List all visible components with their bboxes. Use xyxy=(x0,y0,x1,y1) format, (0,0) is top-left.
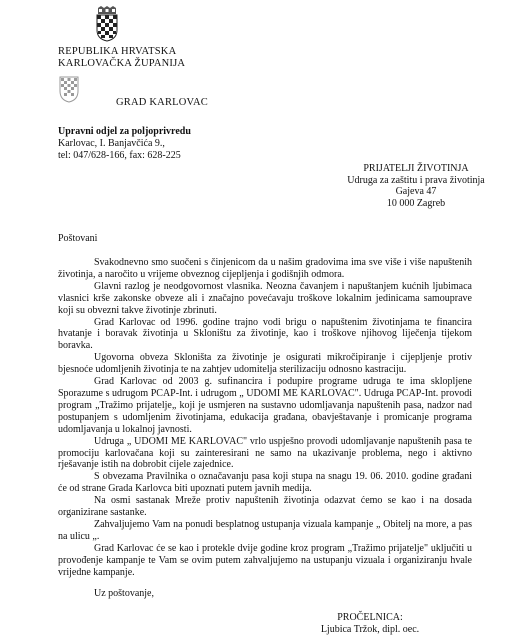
city-name: GRAD KARLOVAC xyxy=(116,97,208,108)
signature-title: PROČELNICA: xyxy=(337,612,403,623)
paragraph: Grad Karlovac od 2003 g. sufinancira i podupire programe udruga te ima sklopljene Sporazume s udrugom PCAP-Int. i udrugom „ UDOMI ME KARLOVAC". Udruga PCAP-Int. provodi program „Tražimo prijatelje„ koji je usmjeren na sustavno udomljavanja napuštenih pasa, nadzor nad postupanjem s udomljenim životinjama, edukacija građana, obavještavanje i promicanje programa udomljavanja u lokalnoj javnosti. xyxy=(58,376,472,435)
recipient-org: Udruga za zaštitu i prava životinja xyxy=(347,174,485,186)
paragraph: Svakodnevno smo suočeni s činjenicom da u našim gradovima ima sve više i više napuštenih životinja, a naročito u vrijeme obveznog cijepljenja i godišnjih odmora. xyxy=(58,257,472,280)
recipient-street: Gajeva 47 xyxy=(395,186,437,198)
signature-name: Ljubica Tržok, dipl. oec. xyxy=(320,623,420,635)
country-name: REPUBLIKA HRVATSKA xyxy=(58,46,177,57)
sender-phone-fax: tel: 047/628-166, fax: 628-225 xyxy=(58,149,181,161)
sender-department: Upravni odjel za poljoprivredu xyxy=(58,126,191,137)
paragraph: Grad Karlovac od 1996. godine trajno vodi brigu o napuštenim životinjama te financira hvatanje i boravak životinja u Skloništu za životinje, kao i troškove njihovog liječenja tijekom boravka. xyxy=(58,316,472,352)
paragraph: Ugovorna obveza Skloništa za životinje je osigurati mikročipiranje i cijepljenje protiv bjesnoće udomljenih životinja te na zahtjev udomitelja sterilizaciju odnosno kastraciju. xyxy=(58,352,472,376)
city-coat-of-arms-icon xyxy=(59,75,79,103)
signature-block xyxy=(300,612,440,636)
sender-address: Karlovac, I. Banjavčića 9., xyxy=(58,137,165,149)
croatian-coat-of-arms-icon xyxy=(96,6,118,42)
paragraph: Na osmi sastanak Mreže protiv napuštenih životinja odazvat ćemo se kao i na dosada organizirane sastanke. xyxy=(58,495,472,519)
paragraph: Udruga „ UDOMI ME KARLOVAC" vrlo uspješno provodi udomljavanje napuštenih pasa te promociju karlovačana koji su zainteresirani ne samo na ukazivanje problema, nego i aktivno rješavanje istih na dobrobit cijele zajednice. xyxy=(58,435,472,471)
recipient-name: PRIJATELJI ŽIVOTINJA xyxy=(363,163,469,174)
paragraph: Glavni razlog je neodgovornost vlasnika. Neozna čavanjem i napuštanjem kućnih ljubimaca vlasnici krše zakonske obveze ali i značajno povećavaju troškove lokalnim jedinicama samouprave koji su obvezni takve životinje zbrinuti. xyxy=(58,280,472,316)
recipient-block xyxy=(336,163,496,209)
letter-body xyxy=(58,257,472,578)
sender-block xyxy=(58,126,318,162)
closing: Uz poštovanje, xyxy=(94,588,154,599)
letterhead xyxy=(58,46,185,70)
salutation: Poštovani xyxy=(58,233,98,244)
county-name: KARLOVAČKA ŽUPANIJA xyxy=(58,58,186,69)
paragraph: S obvezama Pravilnika o označavanju pasa koji stupa na snagu 19. 06. 2010. godine građani će od strane Grada Karlovca biti upoznati putem javnih medija. xyxy=(58,471,472,495)
paragraph: Zahvaljujemo Vam na ponudi besplatnog ustupanja vizuala kampanje „ Obitelj na more, a pas na ulicu „. xyxy=(58,518,472,542)
recipient-city: 10 000 Zagreb xyxy=(386,197,446,209)
paragraph: Grad Karlovac će se kao i protekle dvije godine kroz program „Tražimo prijatelje" uključiti u provođenje kampanje te Vam se ovim putem zahvaljujemo na ustupanju vizuala i organiziranju hvale vrijedne kampanje. xyxy=(58,542,472,578)
